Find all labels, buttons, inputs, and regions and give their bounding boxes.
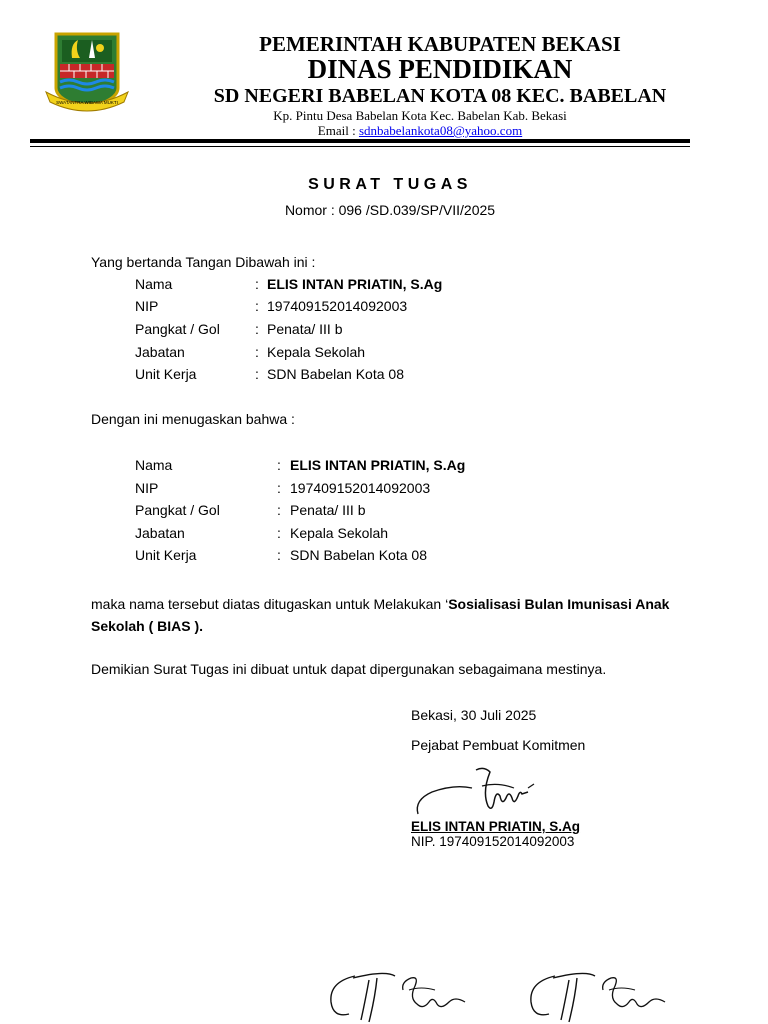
email-link[interactable]: sdnbabelankota08@yahoo.com: [358, 123, 523, 138]
field-value: Penata/ III b: [267, 321, 343, 337]
letterhead-divider-thin: [30, 146, 690, 147]
field-colon: :: [277, 525, 281, 541]
field-colon: :: [255, 298, 259, 314]
field-value: SDN Babelan Kota 08: [290, 547, 427, 563]
task-activity: Sosialisasi Bulan Imunisasi Anak Sekolah ( BIAS ).: [91, 596, 670, 634]
field-label: NIP: [135, 298, 159, 314]
field-label: Nama: [135, 457, 173, 473]
closing-paragraph: Demikian Surat Tugas ini dibuat untuk dapat dipergunakan sebagaimana mestinya.: [91, 661, 607, 677]
field-colon: :: [255, 344, 259, 360]
bekasi-regency-emblem-icon: [42, 30, 132, 114]
field-colon: :: [255, 321, 259, 337]
signer-name: ELIS INTAN PRIATIN, S.Ag: [411, 819, 581, 834]
field-label: NIP: [135, 480, 159, 496]
field-value: 197409152014092003: [267, 298, 408, 314]
email-label: Email :: [317, 123, 359, 138]
place-date: Bekasi, 30 Juli 2025: [411, 707, 537, 723]
field-label: Nama: [135, 276, 173, 292]
field-value: ELIS INTAN PRIATIN, S.Ag: [267, 276, 443, 292]
field-label: Jabatan: [135, 525, 185, 541]
field-colon: :: [255, 366, 259, 382]
field-value: Kepala Sekolah: [290, 525, 389, 541]
field-value: ELIS INTAN PRIATIN, S.Ag: [290, 457, 466, 473]
field-colon: :: [277, 457, 281, 473]
document-number: Nomor : 096 /SD.039/SP/VII/2025: [284, 202, 496, 218]
letterhead-school: SD NEGERI BABELAN KOTA 08 KEC. BABELAN: [213, 85, 667, 107]
field-label: Unit Kerja: [135, 547, 197, 563]
letterhead-address: Kp. Pintu Desa Babelan Kota Kec. Babelan Kab. Bekasi: [273, 108, 567, 123]
logo-motto-text: SWATANTRA WIBAWA MUKTI: [56, 100, 118, 105]
field-colon: :: [255, 276, 259, 292]
intro-text: Yang bertanda Tangan Dibawah ini :: [91, 254, 316, 270]
field-label: Jabatan: [135, 344, 185, 360]
field-label: Pangkat / Gol: [135, 502, 220, 518]
letterhead-divider-thick: [30, 139, 690, 143]
task-prefix: maka nama tersebut diatas ditugaskan untuk Melakukan ‘: [91, 596, 449, 612]
field-value: 197409152014092003: [290, 480, 431, 496]
handwritten-signature-icon: [410, 762, 570, 820]
field-colon: :: [277, 547, 281, 563]
field-colon: :: [277, 480, 281, 496]
document-title: SURAT TUGAS: [308, 176, 472, 193]
field-value: Kepala Sekolah: [267, 344, 366, 360]
field-label: Pangkat / Gol: [135, 321, 220, 337]
letterhead-government: PEMERINTAH KABUPATEN BEKASI: [259, 32, 621, 56]
initial-signature-icon: [525, 968, 675, 1024]
initial-signature-icon: [325, 968, 475, 1024]
field-label: Unit Kerja: [135, 366, 197, 382]
task-paragraph: [91, 593, 691, 637]
signer-nip: NIP. 197409152014092003: [411, 834, 575, 849]
letterhead-department: DINAS PENDIDIKAN: [307, 54, 573, 84]
field-value: SDN Babelan Kota 08: [267, 366, 404, 382]
signer-position: Pejabat Pembuat Komitmen: [411, 737, 586, 753]
field-colon: :: [277, 502, 281, 518]
field-value: Penata/ III b: [290, 502, 366, 518]
letterhead-email-line: [140, 123, 700, 139]
assign-intro-text: Dengan ini menugaskan bahwa :: [91, 411, 295, 427]
